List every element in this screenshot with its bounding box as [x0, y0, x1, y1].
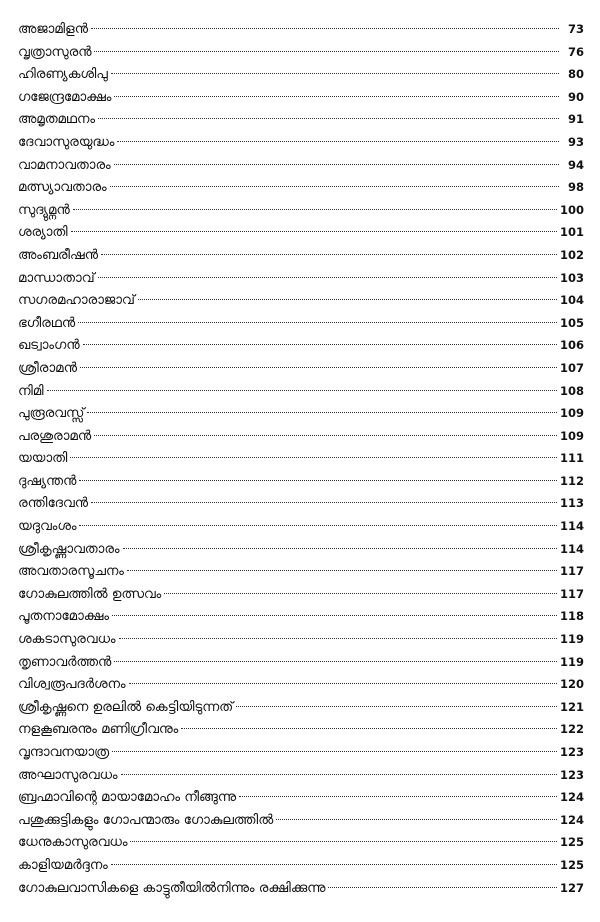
toc-entry-page-number: 125 — [559, 835, 584, 850]
toc-entry-page-number: 93 — [567, 134, 584, 149]
toc-entry-title: ശ്രീകൃഷ്ണനെ ഉരലിൽ കെട്ടിയിടുന്നത് — [18, 699, 234, 715]
dot-leader — [123, 548, 557, 549]
toc-entry-title: കാളിയമർദ്ദനം — [18, 857, 108, 873]
toc-entry-page-number: 122 — [559, 722, 584, 737]
toc-entry — [18, 786, 584, 809]
dot-leader — [101, 254, 557, 255]
dot-leader — [119, 638, 557, 639]
toc-entry-page-number: 98 — [567, 180, 584, 195]
toc-entry — [18, 154, 584, 177]
toc-entry-title: ശകടാസുരവധം — [18, 632, 116, 648]
toc-entry-page-number: 125 — [559, 857, 584, 872]
toc-entry-page-number: 73 — [567, 22, 584, 36]
toc-entry-title: അഘാസുരവധം — [18, 767, 118, 783]
toc-entry — [18, 538, 584, 561]
toc-entry — [18, 334, 584, 357]
toc-entry — [18, 877, 584, 900]
toc-entry — [18, 515, 584, 538]
toc-entry-page-number: 117 — [559, 586, 584, 601]
toc-entry-page-number: 103 — [559, 270, 584, 285]
toc-entry-page-number: 112 — [559, 473, 584, 488]
toc-entry-title: അവതാരസൂചനം — [18, 564, 124, 580]
dot-leader — [83, 344, 557, 345]
toc-entry-page-number: 105 — [559, 315, 584, 330]
toc-entry — [18, 718, 584, 741]
dot-leader — [121, 774, 557, 775]
toc-entry — [18, 380, 584, 403]
toc-entry — [18, 583, 584, 606]
toc-entry-title: മത്സ്യാവതാരം — [18, 180, 107, 196]
toc-entry-page-number: 123 — [559, 745, 584, 759]
toc-entry-title: പൂതനാമോക്ഷം — [18, 609, 109, 625]
toc-entry-page-number: 104 — [559, 293, 584, 308]
toc-entry — [18, 425, 584, 448]
toc-entry-title: ശ്രീരാമൻ — [18, 360, 77, 376]
toc-entry-title: ദുഷ്യന്തൻ — [18, 473, 77, 489]
toc-entry-title: വൃന്ദാവനയാത്ര — [18, 745, 110, 760]
toc-entry — [18, 312, 584, 335]
toc-entry-page-number: 91 — [567, 112, 584, 127]
toc-entry — [18, 447, 584, 470]
toc-entry-title: ശര്യാതി — [18, 225, 68, 241]
toc-entry-title: പരശുരാമൻ — [18, 428, 92, 444]
toc-entry-page-number: 119 — [559, 632, 584, 647]
toc-entry — [18, 741, 584, 764]
toc-entry-title: അംബരീഷൻ — [18, 247, 98, 263]
toc-entry-page-number: 76 — [567, 44, 584, 59]
toc-entry — [18, 605, 584, 628]
dot-leader — [91, 28, 559, 29]
toc-entry-title: പുരൂരവസ്സ് — [18, 406, 85, 422]
toc-entry-title: വാമനാവതാരം — [18, 157, 111, 173]
toc-entry-page-number: 113 — [559, 496, 584, 511]
toc-entry-page-number: 124 — [559, 790, 584, 805]
dot-leader — [94, 51, 559, 52]
toc-entry-title: നിമി — [18, 383, 44, 399]
toc-entry-page-number: 117 — [559, 564, 584, 579]
toc-entry — [18, 831, 584, 854]
toc-entry — [18, 651, 584, 674]
dot-leader — [114, 164, 559, 165]
toc-entry-page-number: 106 — [559, 338, 584, 353]
toc-entry-title: സുദ്യുമ്നൻ — [18, 202, 70, 218]
toc-entry-page-number: 80 — [567, 67, 584, 82]
toc-entry — [18, 18, 584, 41]
dot-leader — [114, 661, 557, 662]
dot-leader — [70, 457, 557, 458]
toc-entry — [18, 108, 584, 131]
toc-entry — [18, 764, 584, 787]
toc-entry — [18, 244, 584, 267]
toc-entry-page-number: 123 — [559, 767, 584, 782]
toc-entry-page-number: 121 — [559, 699, 584, 714]
dot-leader — [73, 209, 557, 210]
toc-entry — [18, 289, 584, 312]
toc-entry-page-number: 120 — [559, 677, 584, 692]
toc-entry — [18, 221, 584, 244]
toc-entry — [18, 854, 584, 877]
toc-entry — [18, 470, 584, 493]
toc-entry-title: തൃണാവർത്തൻ — [18, 654, 112, 670]
toc-entry-title: മാന്ധാതാവ് — [18, 270, 95, 286]
dot-leader — [87, 412, 557, 413]
dot-leader — [110, 186, 559, 187]
toc-entry-title: ധേനുകാസുരവധം — [18, 835, 128, 851]
toc-entry-page-number: 127 — [559, 880, 584, 895]
toc-entry-page-number: 119 — [559, 654, 584, 669]
dot-leader — [111, 73, 559, 74]
dot-leader — [98, 277, 557, 278]
toc-entry-page-number: 107 — [559, 360, 584, 375]
toc-entry-page-number: 111 — [559, 451, 584, 466]
toc-entry-title: ഗോകുലവാസികളെ കാട്ടുതീയിൽനിന്നും രക്ഷിക്കുന്നു — [18, 880, 326, 896]
toc-entry-title: പശുക്കുട്ടികളും ഗോപന്മാരും ഗോകുലത്തിൽ — [18, 812, 274, 828]
dot-leader — [94, 435, 557, 436]
dot-leader — [112, 615, 557, 616]
dot-leader — [164, 593, 557, 594]
dot-leader — [130, 841, 557, 842]
toc-entry-title: ഖട്വാംഗൻ — [18, 338, 80, 354]
toc-entry — [18, 492, 584, 515]
toc-entry-title: ശ്രീകൃഷ്ണാവതാരം — [18, 541, 120, 557]
dot-leader — [79, 525, 557, 526]
toc-entry — [18, 809, 584, 832]
toc-entry — [18, 402, 584, 425]
dot-leader — [112, 751, 557, 752]
toc-entry-title: യദുവംശം — [18, 519, 77, 535]
dot-leader — [138, 299, 557, 300]
dot-leader — [129, 683, 557, 684]
dot-leader — [91, 502, 557, 503]
dot-leader — [80, 367, 557, 368]
toc-entry — [18, 86, 584, 109]
table-of-contents — [18, 18, 584, 899]
toc-entry-page-number: 109 — [559, 406, 584, 421]
toc-entry-page-number: 94 — [567, 157, 584, 172]
dot-leader — [79, 480, 557, 481]
toc-entry-page-number: 114 — [559, 541, 584, 556]
toc-entry — [18, 131, 584, 154]
toc-entry-title: വൃത്രാസുരൻ — [18, 44, 92, 60]
dot-leader — [98, 118, 559, 119]
dot-leader — [328, 887, 557, 888]
dot-leader — [181, 728, 557, 729]
toc-entry — [18, 176, 584, 199]
toc-entry-page-number: 118 — [559, 609, 584, 624]
toc-entry — [18, 41, 584, 64]
dot-leader — [276, 819, 557, 820]
dot-leader — [111, 864, 557, 865]
toc-entry-title: ബ്രഹ്മാവിന്റെ മായാമോഹം നീങ്ങുന്നു — [18, 790, 236, 806]
toc-entry-title: ഭഗീരഥൻ — [18, 315, 76, 331]
toc-entry-page-number: 102 — [559, 247, 584, 262]
toc-entry-title: ഹിരണ്യകശിപു — [18, 67, 108, 83]
dot-leader — [78, 322, 557, 323]
toc-entry-title: അമൃതമഥനം — [18, 112, 95, 128]
toc-entry-title: രന്തിദേവൻ — [18, 496, 88, 512]
toc-entry — [18, 267, 584, 290]
toc-entry-page-number: 90 — [567, 89, 584, 104]
toc-entry-page-number: 100 — [559, 202, 584, 217]
toc-entry-title: സഗരമഹാരാജാവ് — [18, 293, 135, 309]
dot-leader — [236, 706, 557, 707]
toc-entry-page-number: 124 — [559, 812, 584, 827]
toc-entry — [18, 199, 584, 222]
toc-entry-page-number: 101 — [559, 225, 584, 240]
dot-leader — [239, 796, 557, 797]
dot-leader — [114, 96, 559, 97]
toc-entry — [18, 673, 584, 696]
toc-entry — [18, 560, 584, 583]
dot-leader — [71, 231, 557, 232]
toc-entry — [18, 628, 584, 651]
toc-entry-title: ദേവാസുരയുദ്ധം — [18, 134, 115, 150]
toc-entry — [18, 696, 584, 719]
toc-entry-title: ഗജേന്ദ്രമോക്ഷം — [18, 89, 112, 105]
toc-entry — [18, 63, 584, 86]
toc-entry-page-number: 109 — [559, 428, 584, 443]
toc-entry-title: നളകൂബരനും മണിഗ്രീവനും — [18, 722, 179, 738]
toc-entry-title: വിശ്വരൂപദർശനം — [18, 677, 126, 693]
toc-entry-title: അജാമിളൻ — [18, 22, 88, 37]
toc-entry-title: യയാതി — [18, 451, 68, 467]
dot-leader — [47, 390, 557, 391]
toc-entry-page-number: 108 — [559, 383, 584, 398]
toc-entry — [18, 357, 584, 380]
toc-entry-title: ഗോകുലത്തിൽ ഉത്സവം — [18, 586, 162, 602]
toc-entry-page-number: 114 — [559, 519, 584, 534]
dot-leader — [117, 141, 559, 142]
dot-leader — [127, 570, 557, 571]
